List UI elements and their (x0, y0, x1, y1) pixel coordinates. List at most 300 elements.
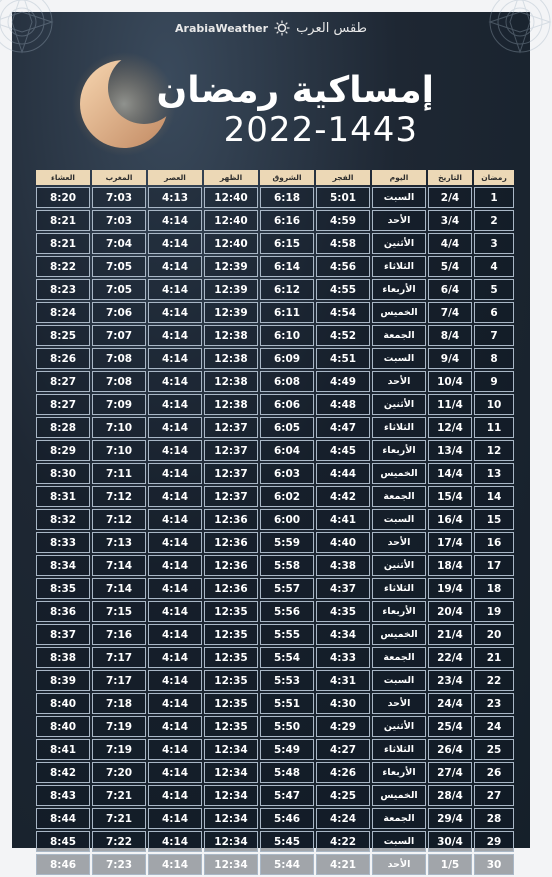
sun-logo-icon (274, 20, 290, 36)
cell-maghrib: 7:10 (92, 417, 146, 438)
cell-weekday: الخميس (372, 302, 426, 323)
table-row (36, 440, 514, 461)
cell-ramadan-day: 5 (474, 279, 514, 300)
cell-maghrib: 7:05 (92, 279, 146, 300)
cell-asr: 4:14 (148, 716, 202, 737)
cell-maghrib: 7:17 (92, 647, 146, 668)
cell-weekday: الأثنين (372, 555, 426, 576)
cell-sunrise: 5:53 (260, 670, 314, 691)
cell-weekday: الأربعاء (372, 762, 426, 783)
ramadan-timetable (34, 168, 516, 877)
cell-date: 10/4 (428, 371, 472, 392)
table-row (36, 210, 514, 231)
cell-fajr: 4:31 (316, 670, 370, 691)
cell-asr: 4:14 (148, 601, 202, 622)
cell-maghrib: 7:13 (92, 532, 146, 553)
table-row (36, 256, 514, 277)
cell-isha: 8:31 (36, 486, 90, 507)
cell-ramadan-day: 3 (474, 233, 514, 254)
cell-asr: 4:14 (148, 693, 202, 714)
cell-sunrise: 6:12 (260, 279, 314, 300)
table-row (36, 394, 514, 415)
cell-ramadan-day: 24 (474, 716, 514, 737)
cell-ramadan-day: 7 (474, 325, 514, 346)
cell-ramadan-day: 11 (474, 417, 514, 438)
cell-isha: 8:40 (36, 693, 90, 714)
cell-sunrise: 5:59 (260, 532, 314, 553)
cell-dhuhr: 12:40 (204, 210, 258, 231)
cell-dhuhr: 12:39 (204, 279, 258, 300)
cell-isha: 8:35 (36, 578, 90, 599)
cell-weekday: الأحد (372, 371, 426, 392)
table-row (36, 647, 514, 668)
cell-date: 28/4 (428, 785, 472, 806)
cell-asr: 4:14 (148, 808, 202, 829)
cell-maghrib: 7:05 (92, 256, 146, 277)
cell-fajr: 4:42 (316, 486, 370, 507)
table-row (36, 762, 514, 783)
cell-sunrise: 5:56 (260, 601, 314, 622)
cell-maghrib: 7:07 (92, 325, 146, 346)
cell-maghrib: 7:21 (92, 808, 146, 829)
cell-sunrise: 6:08 (260, 371, 314, 392)
cell-dhuhr: 12:34 (204, 808, 258, 829)
cell-isha: 8:30 (36, 463, 90, 484)
cell-fajr: 4:48 (316, 394, 370, 415)
cell-dhuhr: 12:35 (204, 670, 258, 691)
cell-fajr: 4:29 (316, 716, 370, 737)
table-row (36, 371, 514, 392)
cell-dhuhr: 12:40 (204, 233, 258, 254)
cell-fajr: 4:26 (316, 762, 370, 783)
cell-weekday: الخميس (372, 785, 426, 806)
cell-asr: 4:14 (148, 210, 202, 231)
cell-weekday: الأثنين (372, 394, 426, 415)
cell-asr: 4:14 (148, 486, 202, 507)
cell-maghrib: 7:23 (92, 854, 146, 875)
cell-asr: 4:14 (148, 555, 202, 576)
cell-sunrise: 5:51 (260, 693, 314, 714)
cell-maghrib: 7:15 (92, 601, 146, 622)
cell-dhuhr: 12:35 (204, 601, 258, 622)
cell-weekday: الأحد (372, 532, 426, 553)
cell-weekday: الأحد (372, 210, 426, 231)
cell-dhuhr: 12:35 (204, 693, 258, 714)
cell-date: 6/4 (428, 279, 472, 300)
table-row (36, 233, 514, 254)
cell-maghrib: 7:17 (92, 670, 146, 691)
cell-maghrib: 7:18 (92, 693, 146, 714)
cell-ramadan-day: 28 (474, 808, 514, 829)
cell-ramadan-day: 6 (474, 302, 514, 323)
col-header-day: اليوم (372, 170, 426, 185)
cell-weekday: الثلاثاء (372, 578, 426, 599)
cell-asr: 4:14 (148, 325, 202, 346)
cell-dhuhr: 12:36 (204, 578, 258, 599)
cell-ramadan-day: 25 (474, 739, 514, 760)
table-row (36, 486, 514, 507)
cell-fajr: 4:37 (316, 578, 370, 599)
cell-weekday: السبت (372, 831, 426, 852)
table-row (36, 624, 514, 645)
table-body (36, 187, 514, 875)
cell-isha: 8:34 (36, 555, 90, 576)
cell-weekday: الخميس (372, 624, 426, 645)
cell-isha: 8:21 (36, 210, 90, 231)
cell-date: 24/4 (428, 693, 472, 714)
cell-sunrise: 6:09 (260, 348, 314, 369)
cell-ramadan-day: 21 (474, 647, 514, 668)
cell-asr: 4:14 (148, 670, 202, 691)
cell-fajr: 4:21 (316, 854, 370, 875)
col-header-date: التاريخ (428, 170, 472, 185)
cell-maghrib: 7:20 (92, 762, 146, 783)
table-row (36, 693, 514, 714)
cell-ramadan-day: 22 (474, 670, 514, 691)
cell-fajr: 4:22 (316, 831, 370, 852)
cell-dhuhr: 12:35 (204, 624, 258, 645)
cell-asr: 4:14 (148, 785, 202, 806)
cell-dhuhr: 12:34 (204, 762, 258, 783)
cell-ramadan-day: 23 (474, 693, 514, 714)
cell-ramadan-day: 10 (474, 394, 514, 415)
cell-sunrise: 6:03 (260, 463, 314, 484)
col-header-asr: العصر (148, 170, 202, 185)
table-row (36, 578, 514, 599)
cell-sunrise: 5:45 (260, 831, 314, 852)
cell-fajr: 4:49 (316, 371, 370, 392)
cell-fajr: 4:34 (316, 624, 370, 645)
cell-sunrise: 5:48 (260, 762, 314, 783)
table-row (36, 187, 514, 208)
col-header-sunrise: الشروق (260, 170, 314, 185)
cell-date: 2/4 (428, 187, 472, 208)
cell-sunrise: 5:57 (260, 578, 314, 599)
cell-ramadan-day: 29 (474, 831, 514, 852)
cell-sunrise: 5:47 (260, 785, 314, 806)
cell-date: 27/4 (428, 762, 472, 783)
table-header-row (36, 170, 514, 185)
cell-asr: 4:14 (148, 463, 202, 484)
cell-fajr: 4:35 (316, 601, 370, 622)
cell-isha: 8:22 (36, 256, 90, 277)
cell-asr: 4:13 (148, 187, 202, 208)
cell-ramadan-day: 27 (474, 785, 514, 806)
table-row (36, 509, 514, 530)
cell-date: 19/4 (428, 578, 472, 599)
cell-isha: 8:41 (36, 739, 90, 760)
cell-weekday: الأحد (372, 854, 426, 875)
cell-sunrise: 6:04 (260, 440, 314, 461)
cell-maghrib: 7:06 (92, 302, 146, 323)
cell-date: 17/4 (428, 532, 472, 553)
cell-isha: 8:32 (36, 509, 90, 530)
cell-dhuhr: 12:34 (204, 831, 258, 852)
cell-weekday: الجمعة (372, 647, 426, 668)
cell-date: 16/4 (428, 509, 472, 530)
col-header-dhuhr: الظهر (204, 170, 258, 185)
cell-fajr: 4:52 (316, 325, 370, 346)
cell-sunrise: 5:50 (260, 716, 314, 737)
cell-date: 30/4 (428, 831, 472, 852)
cell-maghrib: 7:22 (92, 831, 146, 852)
cell-maghrib: 7:16 (92, 624, 146, 645)
cell-weekday: السبت (372, 509, 426, 530)
cell-isha: 8:26 (36, 348, 90, 369)
page-year: 2022-1443 (223, 110, 418, 150)
cell-ramadan-day: 4 (474, 256, 514, 277)
cell-maghrib: 7:10 (92, 440, 146, 461)
cell-weekday: الثلاثاء (372, 739, 426, 760)
cell-sunrise: 6:14 (260, 256, 314, 277)
table-row (36, 601, 514, 622)
cell-isha: 8:27 (36, 371, 90, 392)
cell-dhuhr: 12:38 (204, 394, 258, 415)
cell-isha: 8:21 (36, 233, 90, 254)
cell-ramadan-day: 30 (474, 854, 514, 875)
table-row (36, 785, 514, 806)
col-header-isha: العشاء (36, 170, 90, 185)
cell-fajr: 4:24 (316, 808, 370, 829)
cell-ramadan-day: 20 (474, 624, 514, 645)
cell-maghrib: 7:12 (92, 486, 146, 507)
cell-weekday: السبت (372, 670, 426, 691)
cell-fajr: 4:55 (316, 279, 370, 300)
cell-date: 25/4 (428, 716, 472, 737)
cell-dhuhr: 12:37 (204, 463, 258, 484)
cell-sunrise: 6:11 (260, 302, 314, 323)
cell-isha: 8:28 (36, 417, 90, 438)
cell-asr: 4:14 (148, 256, 202, 277)
cell-date: 12/4 (428, 417, 472, 438)
table-row (36, 716, 514, 737)
cell-date: 5/4 (428, 256, 472, 277)
cell-dhuhr: 12:36 (204, 532, 258, 553)
cell-sunrise: 6:15 (260, 233, 314, 254)
cell-fajr: 4:38 (316, 555, 370, 576)
cell-maghrib: 7:11 (92, 463, 146, 484)
cell-sunrise: 6:18 (260, 187, 314, 208)
cell-sunrise: 6:16 (260, 210, 314, 231)
cell-fajr: 4:54 (316, 302, 370, 323)
cell-isha: 8:46 (36, 854, 90, 875)
cell-isha: 8:39 (36, 670, 90, 691)
cell-date: 13/4 (428, 440, 472, 461)
cell-asr: 4:14 (148, 233, 202, 254)
cell-asr: 4:14 (148, 854, 202, 875)
page-title: إمساكية رمضان (156, 70, 434, 111)
cell-date: 21/4 (428, 624, 472, 645)
cell-dhuhr: 12:34 (204, 854, 258, 875)
cell-date: 9/4 (428, 348, 472, 369)
cell-isha: 8:40 (36, 716, 90, 737)
cell-sunrise: 5:44 (260, 854, 314, 875)
cell-ramadan-day: 12 (474, 440, 514, 461)
cell-fajr: 5:01 (316, 187, 370, 208)
cell-dhuhr: 12:39 (204, 302, 258, 323)
cell-asr: 4:14 (148, 371, 202, 392)
cell-weekday: الأربعاء (372, 440, 426, 461)
cell-ramadan-day: 13 (474, 463, 514, 484)
cell-isha: 8:33 (36, 532, 90, 553)
cell-asr: 4:14 (148, 348, 202, 369)
cell-maghrib: 7:08 (92, 371, 146, 392)
cell-isha: 8:23 (36, 279, 90, 300)
cell-ramadan-day: 9 (474, 371, 514, 392)
cell-weekday: الأربعاء (372, 601, 426, 622)
cell-ramadan-day: 26 (474, 762, 514, 783)
cell-date: 20/4 (428, 601, 472, 622)
cell-maghrib: 7:19 (92, 716, 146, 737)
cell-date: 11/4 (428, 394, 472, 415)
cell-dhuhr: 12:37 (204, 486, 258, 507)
cell-asr: 4:14 (148, 647, 202, 668)
cell-fajr: 4:40 (316, 532, 370, 553)
cell-dhuhr: 12:38 (204, 371, 258, 392)
cell-maghrib: 7:03 (92, 187, 146, 208)
table-row (36, 831, 514, 852)
cell-asr: 4:14 (148, 739, 202, 760)
cell-fajr: 4:47 (316, 417, 370, 438)
cell-weekday: الأثنين (372, 233, 426, 254)
cell-sunrise: 6:02 (260, 486, 314, 507)
cell-asr: 4:14 (148, 509, 202, 530)
cell-isha: 8:36 (36, 601, 90, 622)
cell-isha: 8:38 (36, 647, 90, 668)
cell-sunrise: 5:54 (260, 647, 314, 668)
cell-asr: 4:14 (148, 762, 202, 783)
cell-fajr: 4:27 (316, 739, 370, 760)
col-header-fajr: الفجر (316, 170, 370, 185)
cell-asr: 4:14 (148, 578, 202, 599)
cell-ramadan-day: 1 (474, 187, 514, 208)
cell-date: 23/4 (428, 670, 472, 691)
cell-sunrise: 6:05 (260, 417, 314, 438)
cell-maghrib: 7:09 (92, 394, 146, 415)
cell-asr: 4:14 (148, 394, 202, 415)
cell-fajr: 4:59 (316, 210, 370, 231)
cell-ramadan-day: 19 (474, 601, 514, 622)
cell-weekday: السبت (372, 348, 426, 369)
table-row (36, 348, 514, 369)
cell-weekday: الأحد (372, 693, 426, 714)
cell-asr: 4:14 (148, 417, 202, 438)
cell-maghrib: 7:19 (92, 739, 146, 760)
cell-isha: 8:43 (36, 785, 90, 806)
cell-dhuhr: 12:37 (204, 417, 258, 438)
cell-asr: 4:14 (148, 279, 202, 300)
cell-fajr: 4:30 (316, 693, 370, 714)
ornament-right-icon (450, 2, 540, 92)
cell-dhuhr: 12:34 (204, 785, 258, 806)
brand-name-ar: طقس العرب (296, 20, 367, 36)
cell-dhuhr: 12:37 (204, 440, 258, 461)
table-row (36, 739, 514, 760)
cell-dhuhr: 12:38 (204, 348, 258, 369)
table-row (36, 808, 514, 829)
cell-ramadan-day: 18 (474, 578, 514, 599)
cell-weekday: السبت (372, 187, 426, 208)
col-header-ramadan: رمضان (474, 170, 514, 185)
cell-fajr: 4:33 (316, 647, 370, 668)
cell-ramadan-day: 16 (474, 532, 514, 553)
cell-isha: 8:27 (36, 394, 90, 415)
cell-weekday: الثلاثاء (372, 256, 426, 277)
table-row (36, 555, 514, 576)
table-row (36, 279, 514, 300)
cell-sunrise: 5:55 (260, 624, 314, 645)
cell-fajr: 4:25 (316, 785, 370, 806)
cell-fajr: 4:45 (316, 440, 370, 461)
cell-isha: 8:24 (36, 302, 90, 323)
cell-dhuhr: 12:35 (204, 647, 258, 668)
cell-isha: 8:42 (36, 762, 90, 783)
cell-ramadan-day: 14 (474, 486, 514, 507)
cell-maghrib: 7:12 (92, 509, 146, 530)
table-row (36, 463, 514, 484)
table-row (36, 417, 514, 438)
cell-ramadan-day: 17 (474, 555, 514, 576)
cell-maghrib: 7:08 (92, 348, 146, 369)
cell-isha: 8:29 (36, 440, 90, 461)
cell-dhuhr: 12:34 (204, 739, 258, 760)
table-row (36, 670, 514, 691)
cell-sunrise: 5:58 (260, 555, 314, 576)
cell-isha: 8:20 (36, 187, 90, 208)
table-row (36, 325, 514, 346)
cell-date: 22/4 (428, 647, 472, 668)
cell-date: 1/5 (428, 854, 472, 875)
cell-dhuhr: 12:36 (204, 509, 258, 530)
cell-sunrise: 5:46 (260, 808, 314, 829)
brand-name-en: ArabiaWeather (175, 21, 269, 35)
cell-isha: 8:45 (36, 831, 90, 852)
ramadan-schedule-poster (12, 12, 530, 871)
cell-ramadan-day: 8 (474, 348, 514, 369)
cell-asr: 4:14 (148, 831, 202, 852)
cell-ramadan-day: 15 (474, 509, 514, 530)
cell-date: 26/4 (428, 739, 472, 760)
cell-dhuhr: 12:38 (204, 325, 258, 346)
cell-dhuhr: 12:36 (204, 555, 258, 576)
cell-weekday: الجمعة (372, 486, 426, 507)
cell-isha: 8:25 (36, 325, 90, 346)
cell-fajr: 4:41 (316, 509, 370, 530)
cell-weekday: الأربعاء (372, 279, 426, 300)
table-row (36, 302, 514, 323)
cell-sunrise: 6:00 (260, 509, 314, 530)
cell-asr: 4:14 (148, 440, 202, 461)
cell-dhuhr: 12:40 (204, 187, 258, 208)
cell-weekday: الجمعة (372, 808, 426, 829)
brand-logo (12, 20, 530, 36)
cell-isha: 8:44 (36, 808, 90, 829)
col-header-maghrib: المغرب (92, 170, 146, 185)
cell-fajr: 4:58 (316, 233, 370, 254)
cell-maghrib: 7:14 (92, 578, 146, 599)
cell-sunrise: 6:06 (260, 394, 314, 415)
cell-asr: 4:14 (148, 302, 202, 323)
cell-maghrib: 7:21 (92, 785, 146, 806)
cell-date: 18/4 (428, 555, 472, 576)
cell-date: 3/4 (428, 210, 472, 231)
cell-fajr: 4:44 (316, 463, 370, 484)
cell-date: 14/4 (428, 463, 472, 484)
cell-date: 15/4 (428, 486, 472, 507)
cell-sunrise: 5:49 (260, 739, 314, 760)
cell-date: 8/4 (428, 325, 472, 346)
cell-asr: 4:14 (148, 532, 202, 553)
